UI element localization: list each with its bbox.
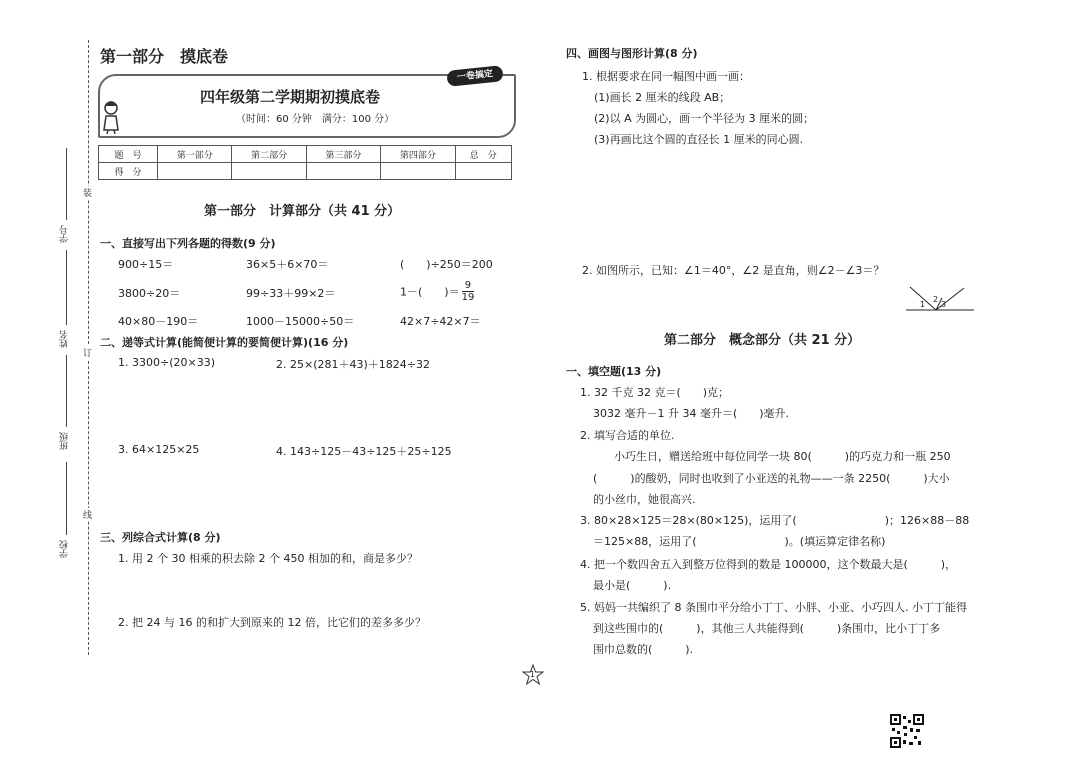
fraction-denominator: 19 — [461, 292, 475, 303]
oral-item: 3800÷20＝ — [118, 287, 181, 300]
fill-in-line: 3032 毫升－1 升 34 毫升＝( )毫升. — [593, 407, 790, 420]
oral-item: 36×5＋6×70＝ — [246, 258, 329, 271]
geometry-step: (2)以 A 为圆心，画一个半径为 3 厘米的圆； — [594, 112, 815, 125]
fill-in-line: 最小是( ). — [593, 579, 672, 592]
angle-label-3: 3 — [941, 300, 947, 309]
fill-in-line: ( )的酸奶，同时也收到了小亚送的礼物——一条 2250( )大小 — [593, 472, 950, 485]
part1-heading: 第一部分 计算部分（共 41 分） — [204, 204, 401, 219]
geometry-step: (1)画长 2 厘米的线段 AB； — [594, 91, 731, 104]
oral-item: 99÷33＋99×2＝ — [246, 287, 336, 300]
score-header-cell: 第二部分 — [232, 146, 306, 163]
section4-heading: 四、画图与图形计算(8 分) — [566, 47, 698, 60]
margin-label-class: 班级 — [60, 432, 70, 450]
fill-in-line: 2. 填写合适的单位. — [580, 429, 675, 442]
fill-in-line: 3. 80×28×125＝28×(80×125)，运用了( )；126×88－88 — [580, 514, 970, 527]
score-header-cell: 总 分 — [455, 146, 511, 163]
geometry-question-1: 1. 根据要求在同一幅图中画一画： — [582, 70, 750, 83]
score-table — [98, 145, 512, 180]
qr-code-icon — [890, 714, 924, 748]
score-header-cell: 题 号 — [99, 146, 158, 163]
margin-blank-school — [66, 462, 67, 535]
fill-in-line: 5. 妈妈一共编织了 8 条围巾平分给小丁丁、小胖、小亚、小巧四人. 小丁丁能得 — [580, 601, 967, 614]
score-table-score-row — [99, 163, 512, 180]
angle-diagram — [904, 284, 976, 314]
score-cell[interactable] — [455, 163, 511, 180]
calc-item: 1. 3300÷(20×33) — [118, 356, 215, 369]
score-header-cell: 第四部分 — [381, 146, 455, 163]
oral-item: 1－( )＝ — [400, 285, 460, 299]
margin-label-name: 姓名 — [60, 330, 70, 348]
margin-blank-name — [66, 250, 67, 325]
page-title: 第一部分 摸底卷 — [100, 47, 229, 66]
section1-heading: 一、直接写出下列各题的得数(9 分) — [100, 237, 276, 250]
fill-in-line: 围巾总数的( ). — [593, 643, 694, 656]
score-cell[interactable] — [306, 163, 380, 180]
calc-item: 4. 143÷125－43÷125＋25÷125 — [276, 445, 452, 458]
oral-item-fraction-row — [400, 280, 474, 303]
margin-label-school: 学校 — [60, 540, 70, 558]
exam-title: 四年级第二学期期初摸底卷 — [200, 88, 381, 106]
calc-item: 2. 25×(281＋43)＋1824÷32 — [276, 358, 430, 371]
score-cell[interactable] — [232, 163, 306, 180]
geometry-step: (3)再画比这个圆的直径长 1 厘米的同心圆. — [594, 133, 804, 146]
word-problem: 1. 用 2 个 30 相乘的积去除 2 个 450 相加的和，商是多少？ — [118, 552, 418, 565]
fill-in-line: ＝125×88，运用了( )。(填运算定律名称) — [593, 535, 886, 548]
score-cell[interactable] — [158, 163, 232, 180]
fill-in-line: 小巧生日，赠送给班中每位同学一块 80( )的巧克力和一瓶 250 — [614, 450, 951, 463]
score-row-label: 得 分 — [99, 163, 158, 180]
calc-item: 3. 64×125×25 — [118, 443, 200, 456]
cartoon-mascot-icon — [100, 100, 122, 134]
fill-in-line: 4. 把一个数四舍五入到整万位得到的数是 100000，这个数最大是( )， — [580, 558, 957, 571]
fraction-numerator: 9 — [462, 280, 475, 292]
score-table-header-row — [99, 146, 512, 163]
cut-mark-xian: 线 — [83, 508, 92, 521]
part2-heading: 第二部分 概念部分（共 21 分） — [664, 333, 861, 348]
cut-mark-zhuang: 装 — [83, 186, 92, 199]
oral-item: ( )÷250＝200 — [400, 258, 493, 271]
geometry-question-2: 2. 如图所示，已知：∠1＝40°，∠2 是直角，则∠2－∠3＝？ — [582, 264, 885, 277]
oral-item: 40×80－190＝ — [118, 315, 199, 328]
score-header-cell: 第三部分 — [306, 146, 380, 163]
fill-in-line: 1. 32 千克 32 克＝( )克； — [580, 386, 730, 399]
margin-blank-student-id — [66, 148, 67, 220]
word-problem: 2. 把 24 与 16 的和扩大到原来的 12 倍，比它们的差多多少？ — [118, 616, 426, 629]
fill-in-line: 到这些围巾的( )，其他三人共能得到( )条围巾，比小丁丁多 — [593, 622, 941, 635]
section2-heading: 二、递等式计算(能简便计算的要简便计算)(16 分) — [100, 336, 349, 349]
oral-item: 1000－15000÷50＝ — [246, 315, 355, 328]
series-badge: 一卷搞定 — [446, 65, 503, 87]
margin-label-student-id: 学号 — [60, 225, 70, 243]
score-header-cell: 第一部分 — [158, 146, 232, 163]
page-number: 1 — [530, 670, 536, 679]
angle-label-1: 1 — [920, 300, 926, 309]
score-cell[interactable] — [381, 163, 455, 180]
oral-item: 900÷15＝ — [118, 258, 174, 271]
exam-subtitle: （时间：60 分钟 满分：100 分） — [236, 114, 395, 125]
fill-in-heading: 一、填空题(13 分) — [566, 365, 662, 378]
fraction — [462, 280, 475, 303]
fill-in-line: 的小丝巾，她很高兴. — [593, 493, 696, 506]
angle-label-2: 2 — [933, 295, 939, 304]
oral-item: 42×7÷42×7＝ — [400, 315, 481, 328]
margin-blank-class — [66, 355, 67, 427]
section3-heading: 三、列综合式计算(8 分) — [100, 531, 221, 544]
cut-mark-ding: 订 — [83, 346, 92, 359]
